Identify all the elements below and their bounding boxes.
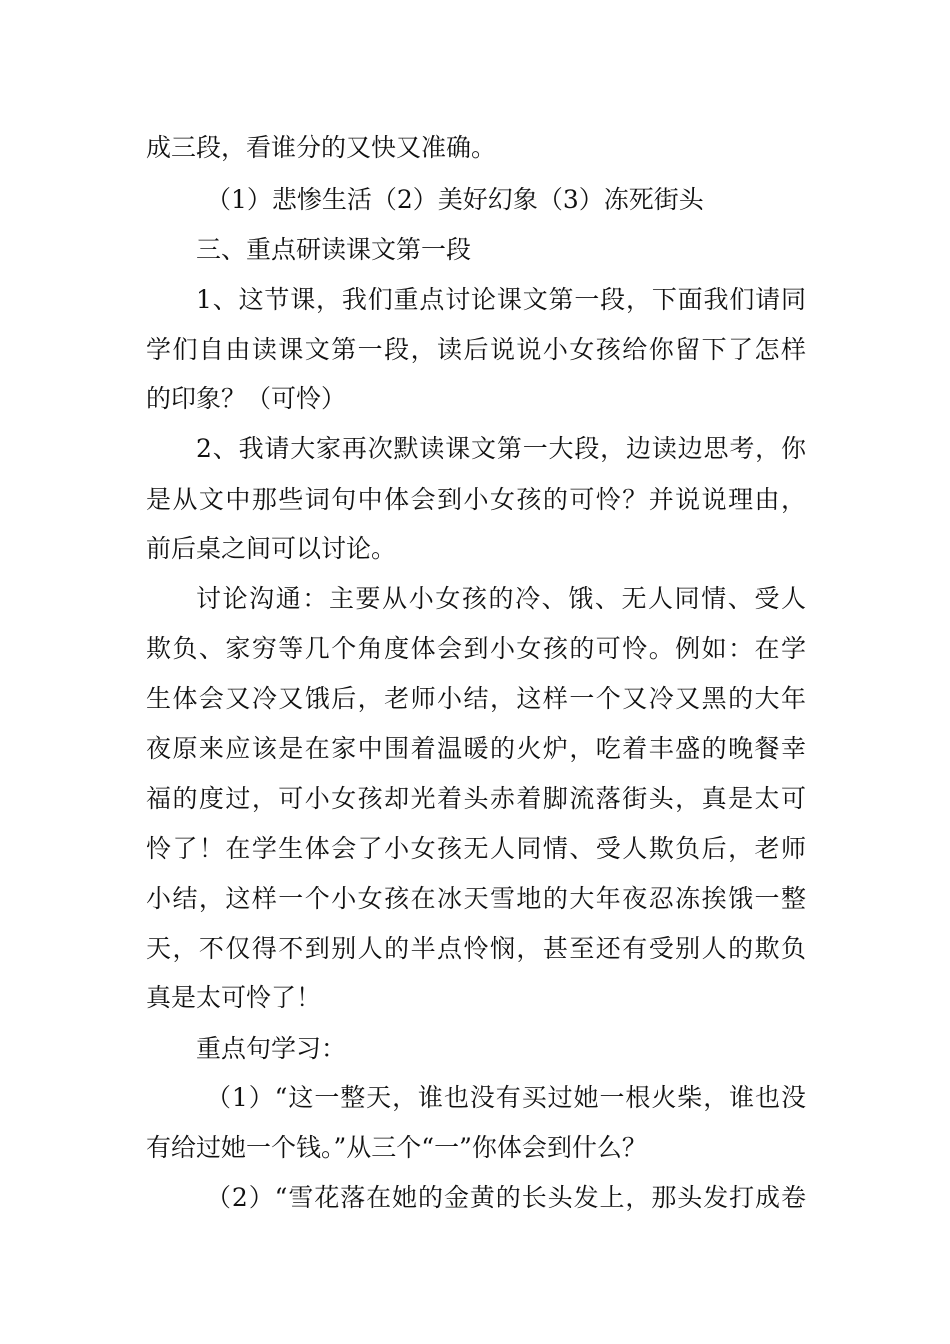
text-line: （1）悲惨生活（2）美好幻象（3）冻死街头 [206,185,704,214]
text-line: 成三段，看谁分的又快又准确。 [146,133,497,162]
text-line: 的印象？（可怜） [146,384,347,413]
text-line: （2）“雪花落在她的金黄的长头发上，那头发打成卷 [206,1183,806,1212]
text-line: 是从文中那些词句中体会到小女孩的可怜？并说说理由， [146,485,806,514]
text-line: 真是太可怜了！ [146,983,322,1012]
text-line: 生体会又冷又饿后，老师小结，这样一个又冷又黑的大年 [146,684,806,713]
text-line: 1、这节课，我们重点讨论课文第一段，下面我们请同 [196,285,806,314]
text-line: 2、我请大家再次默读课文第一大段，边读边思考，你 [196,434,806,463]
text-line: 讨论沟通：主要从小女孩的冷、饿、无人同情、受人 [196,584,806,613]
text-line: 前后桌之间可以讨论。 [146,534,397,563]
text-line: 欺负、家穷等几个角度体会到小女孩的可怜。例如：在学 [146,634,806,663]
section-heading: 三、重点研读课文第一段 [196,235,472,264]
text-line: 有给过她一个钱。”从三个“一”你体会到什么？ [146,1133,647,1162]
text-line: 怜了！在学生体会了小女孩无人同情、受人欺负后，老师 [146,834,806,863]
text-line: （1）“这一整天，谁也没有买过她一根火柴，谁也没 [206,1083,806,1112]
text-line: 小结，这样一个小女孩在冰天雪地的大年夜忍冻挨饿一整 [146,884,806,913]
text-line: 夜原来应该是在家中围着温暖的火炉，吃着丰盛的晚餐幸 [146,734,806,763]
text-line: 福的度过，可小女孩却光着头赤着脚流落街头，真是太可 [146,784,806,813]
text-line: 学们自由读课文第一段，读后说说小女孩给你留下了怎样 [146,335,806,364]
text-line: 天，不仅得不到别人的半点怜悯，甚至还有受别人的欺负 [146,934,806,963]
subheading: 重点句学习： [196,1034,347,1063]
